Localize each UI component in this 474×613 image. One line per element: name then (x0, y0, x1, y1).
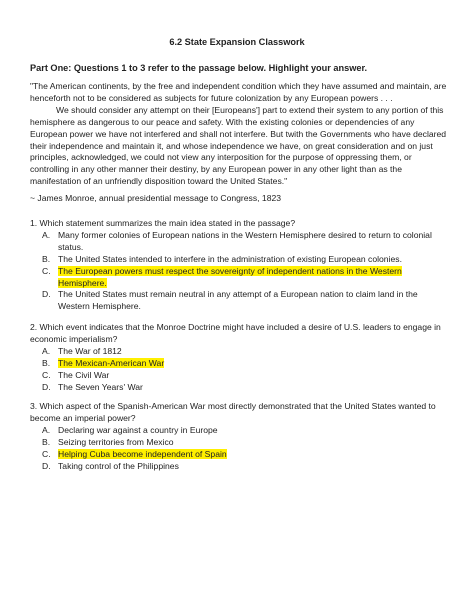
choice-text: Declaring war against a country in Europe (58, 424, 218, 435)
choice-letter: D. (42, 460, 51, 471)
choice-text: Seizing territories from Mexico (58, 436, 174, 447)
choice-letter: D. (42, 289, 51, 300)
choice-letter: B. (42, 253, 51, 264)
choice-text: The Seven Years' War (58, 381, 143, 392)
answer-choice[interactable] (30, 437, 448, 449)
choice-letter: D. (42, 381, 51, 392)
choice-letter: C. (42, 369, 51, 380)
choice-text: Many former colonies of European nations in the Western Hemisphere desired to return to colonial status. (58, 229, 432, 252)
choice-text: Taking control of the Philippines (58, 460, 179, 471)
answer-choice[interactable] (30, 382, 448, 394)
choice-letter: C. (42, 265, 51, 276)
answer-choice[interactable] (30, 230, 448, 254)
passage-paragraph-2: We should consider any attempt on their [Europeans'] part to extend their system to any portion of this hemisphere as dangerous to our peace and safety. With the existing colonies or dependencies of any European power we have not interfered and shall not interfere. But twith the Governments who have declared their independence and maintain it, and whose independence we have, on great consideration and on just principles, acknowledged, we could not view any interposition for the purpose of oppressing them, or controlling in any other manner their destiny, by any European power in any other light than as the manifestation of an unfriendly disposition toward the United States." (30, 104, 447, 187)
answer-choice[interactable] (30, 254, 448, 266)
highlighted-answer: The European powers must respect the sovereignty of independent nations in the Western Hemisphere. (58, 265, 402, 288)
highlighted-answer: The Mexican-American War (58, 357, 165, 368)
choice-letter: A. (42, 424, 51, 435)
passage-attribution: ~ James Monroe, annual presidential message to Congress, 1823 (30, 193, 282, 203)
choice-letter: B. (42, 436, 51, 447)
choice-text: The United States must remain neutral in any attempt of a European nation to claim land in the Western Hemisphere. (58, 289, 418, 312)
answer-choice[interactable] (30, 289, 448, 313)
question-prompt: 1. Which statement summarizes the main idea stated in the passage? (30, 218, 296, 228)
answer-choice[interactable] (30, 425, 448, 437)
answer-choices (30, 425, 448, 473)
choice-letter: A. (42, 345, 51, 356)
passage-paragraph-1: "The American continents, by the free and independent condition which they have assumed and maintain, are henceforth not to be considered as subjects for future colonization by any European powers . . . (30, 81, 447, 103)
document-title: 6.2 State Expansion Classwork (169, 37, 305, 47)
answer-choices (30, 230, 448, 313)
choice-text: The War of 1812 (58, 345, 122, 356)
choice-text: The United States intended to interfere in the administration of existing European colonies. (58, 253, 402, 264)
choice-letter: A. (42, 229, 51, 240)
highlighted-answer: Helping Cuba become independent of Spain (58, 448, 227, 459)
choice-letter: B. (42, 357, 51, 368)
question-1 (30, 218, 448, 313)
choice-letter: C. (42, 448, 51, 459)
choice-text: The Civil War (58, 369, 110, 380)
question-prompt: 3. Which aspect of the Spanish-American War most directly demonstrated that the United States wanted to become an imperial power? (30, 401, 436, 423)
answer-choices (30, 346, 448, 394)
answer-choice[interactable] (30, 461, 448, 473)
section-heading: Part One: Questions 1 to 3 refer to the passage below. Highlight your answer. (30, 63, 368, 73)
passage (30, 81, 448, 188)
question-2 (30, 322, 448, 393)
question-3 (30, 401, 448, 472)
answer-choice[interactable] (30, 449, 448, 461)
answer-choice[interactable] (30, 358, 448, 370)
answer-choice[interactable] (30, 266, 448, 290)
answer-choice[interactable] (30, 370, 448, 382)
answer-choice[interactable] (30, 346, 448, 358)
question-prompt: 2. Which event indicates that the Monroe Doctrine might have included a desire of U.S. leaders to engage in economic imperialism? (30, 322, 441, 344)
